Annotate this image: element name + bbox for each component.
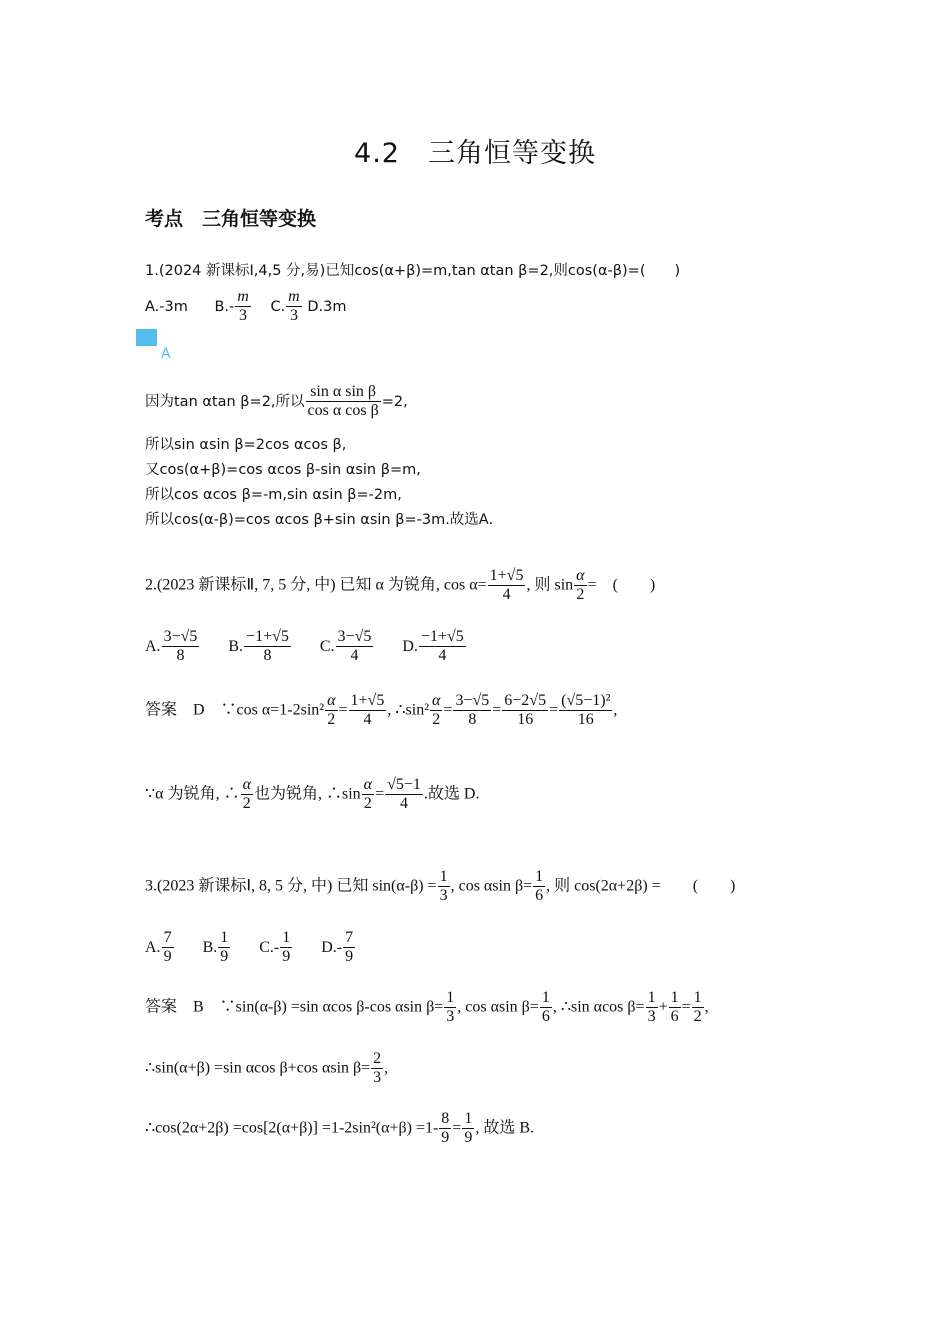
- q2-option-d: D. $\frac{-1+√5}{4}$: [402, 628, 464, 665]
- q1-solution-line2: 所以sin αsin β=2cos αcos β,: [145, 437, 347, 453]
- page-title: 4.2 三角恒等变换: [354, 138, 596, 169]
- q1-solution-line5: 所以cos(α-β)=cos αcos β+sin αsin β=-3m.故选A.: [145, 512, 494, 528]
- q2-option-a: A. $\frac{3-√5}{8}$: [145, 628, 198, 665]
- q2-answer-line2: ∵α 为锐角, ∴ $\frac{\alpha}{2}$ 也为锐角, ∴sin $\frac{\alpha}{2}$ = $\frac{√5-1}{4}$ .故选 D.: [145, 776, 480, 813]
- q3-answer-line2: ∴sin(α+β) =sin αcos β+cos αsin β= $\frac{2}{3}$ ,: [145, 1050, 389, 1087]
- q2-answer-line1: 答案 D ∵cos α=1-2sin² $\frac{\alpha}{2}$ = $\frac{1+√5}{4}$ , ∴sin² $\frac{\alpha}{2}$ = $\frac{3-√5}{8}$ = $\frac{6-2√5}{16}$ = $\frac{\text{(√5−1)²}}{16}$ ,: [145, 692, 618, 729]
- q1-option-a: A.-3m: [145, 298, 188, 315]
- q1-answer: A: [161, 346, 171, 362]
- q3-option-d: D.- $\frac{7}{9}$: [321, 929, 354, 966]
- q3-answer-line1: 答案 B ∵sin(α-β) =sin αcos β-cos αsin β= $\frac{1}{3}$ , cos αsin β= $\frac{1}{6}$ , ∴sin αcos β= $\frac{1}{3}$ + $\frac{1}{6}$ = $\frac{1}{2}$ ,: [145, 989, 709, 1026]
- q3-option-a: A. $\frac{7}{9}$: [145, 929, 172, 966]
- q3-option-c: C.- $\frac{1}{9}$: [259, 929, 291, 966]
- q3-stem: 3.(2023 新课标Ⅰ, 8, 5 分, 中) 已知 sin(α-β) = $\frac{1}{3}$ , cos αsin β= $\frac{1}{6}$ , 则 cos(2α+2β) = ( ): [145, 868, 736, 905]
- q1-options: [145, 288, 346, 326]
- q1-option-d: D.3m: [307, 298, 347, 315]
- q2-option-c: C. $\frac{3-√5}{4}$: [319, 628, 372, 665]
- q1-option-c: C. $\frac{m}{3}$: [270, 288, 300, 325]
- q1-solution-line1: 因为tan αtan β=2,所以 $\frac{\text{sin α sin β}}{\text{cos α cos β}}$ =2,: [145, 383, 408, 420]
- q1-stem: 1.(2024 新课标Ⅰ,4,5 分,易)已知cos(α+β)=m,tan αtan β=2,则cos(α-β)=( ): [145, 263, 681, 279]
- q3-answer-line3: ∴cos(2α+2β) =cos[2(α+β)] =1-2sin²(α+β) =1- $\frac{8}{9}$ = $\frac{1}{9}$ , 故选 B.: [145, 1110, 535, 1147]
- q1-option-b: B.- $\frac{m}{3}$: [214, 288, 249, 325]
- section-heading: 考点 三角恒等变换: [145, 208, 317, 230]
- q1-solution-line4: 所以cos αcos β=-m,sin αsin β=-2m,: [145, 487, 402, 503]
- answer-badge: [136, 329, 157, 346]
- q3-option-b: B. $\frac{1}{9}$: [202, 929, 229, 966]
- q2-stem: 2.(2023 新课标Ⅱ, 7, 5 分, 中) 已知 α 为锐角, cos α= $\frac{1+√5}{4}$ , 则 sin $\frac{\alpha}{2}$ = ( ): [145, 567, 656, 604]
- q2-option-b: B. $\frac{-1+√5}{8}$: [228, 628, 289, 665]
- q1-solution-line3: 又cos(α+β)=cos αcos β-sin αsin β=m,: [145, 462, 421, 478]
- q2-options: [145, 628, 491, 666]
- q3-options: [145, 929, 380, 967]
